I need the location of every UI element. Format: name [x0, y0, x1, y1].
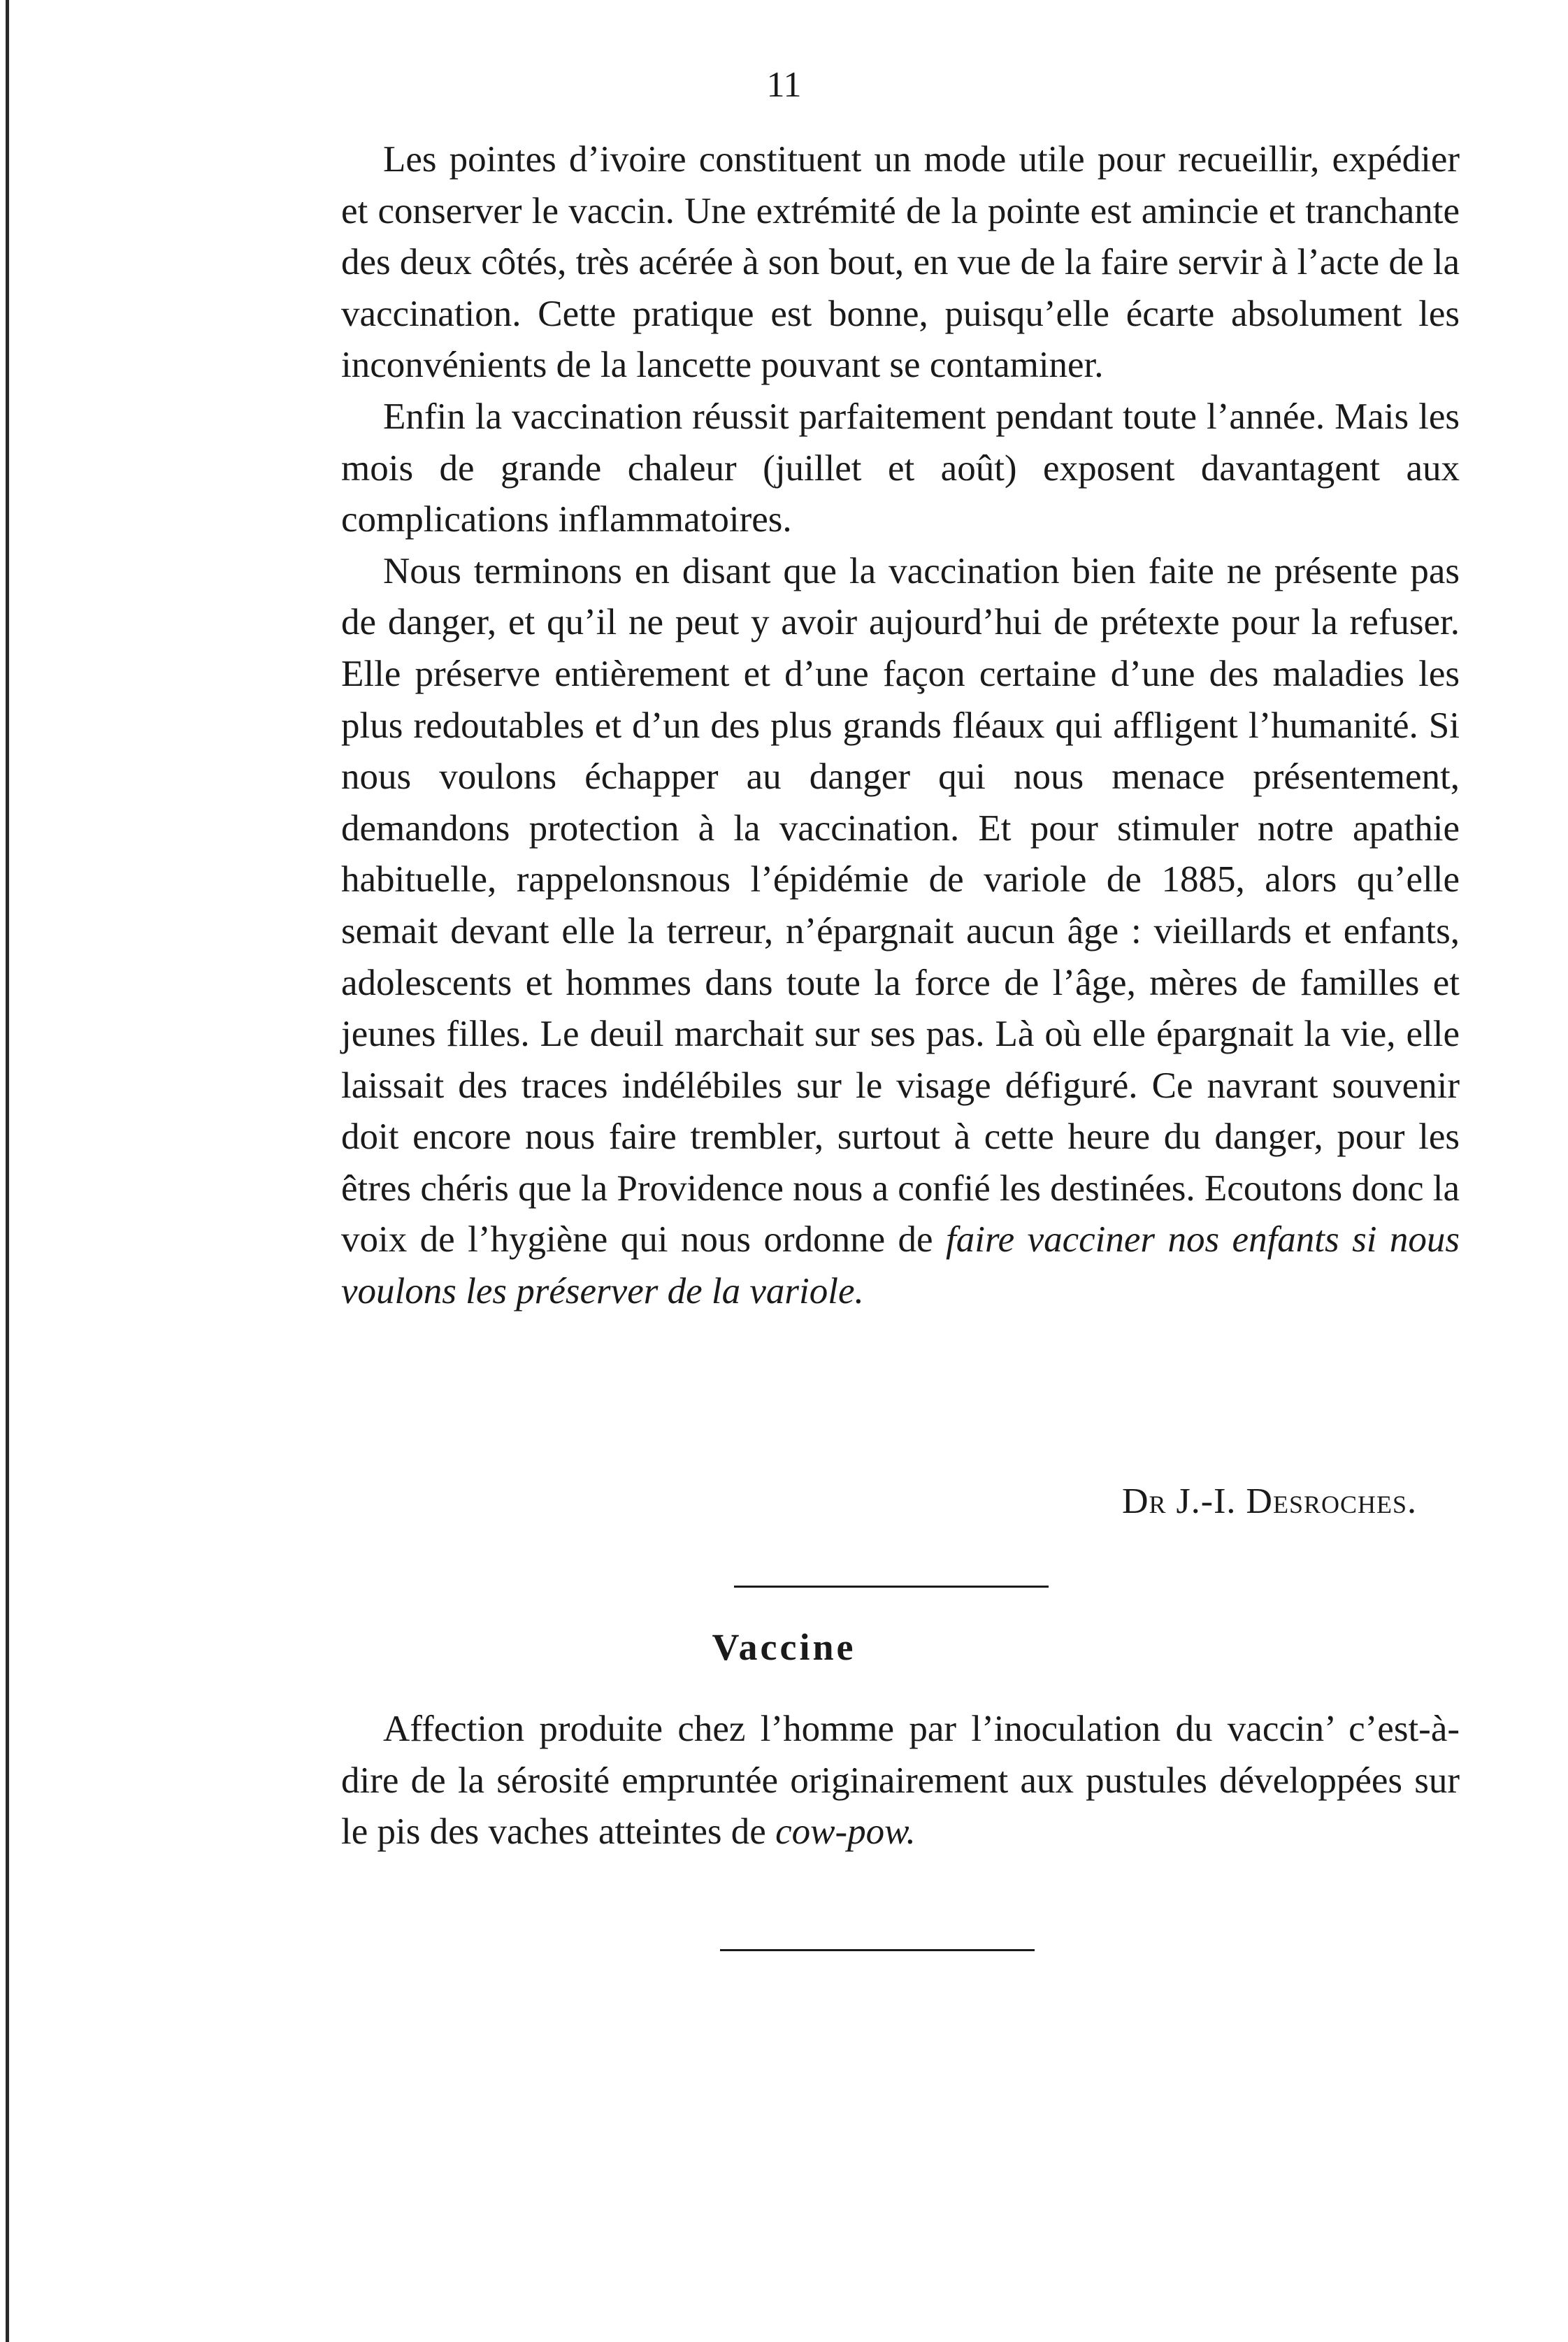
- paragraph-conclusion-text: Nous terminons en disant que la vaccination bien faite ne présente pas de danger, et qu’il ne peut y avoir aujourd’hui de prétexte pour la refuser. Elle préserve entièrement et d’une façon certaine d’une des maladies les plus redoutables et d’un des plus grands fléaux qui affligent l’humanité. Si nous voulons échapper au danger qui nous menace présentement, demandons protection à la vaccination. Et pour stimuler notre apathie habituelle, rappelonsnous l’épidémie de variole de 1885, alors qu’elle semait devant elle la terreur, n’épargnait aucun âge : vieillards et enfants, adolescents et hommes dans toute la force de l’âge, mères de familles et jeunes filles. Le deuil marchait sur ses pas. Là où elle épargnait la vie, elle laissait des traces indélébiles sur le visage défiguré. Ce navrant souvenir doit encore nous faire trembler, surtout à cette heure du danger, pour les êtres chéris que la Providence nous a confié les destinées. Ecoutons donc la voix de l’hygiène qui nous ordonne de: [341, 550, 1460, 1260]
- separator-rule-bottom: [720, 1949, 1035, 1951]
- separator-rule-top: [734, 1586, 1049, 1588]
- paragraph-conclusion: [341, 546, 1460, 1318]
- signature-prefix: Dr: [1121, 1481, 1167, 1521]
- main-text-block: [341, 134, 1460, 1318]
- section-title: Vaccine: [712, 1626, 856, 1668]
- paragraph-ivory-points: Les pointes d’ivoire constituent un mode utile pour recueillir, expédier et conserver le vaccin. Une extrémité de la pointe est amincie et tranchante des deux côtés, très acérée à son bout, en vue de la faire servir à l’acte de la vaccination. Cette pratique est bonne, puisqu’elle écarte absolument les inconvénients de la lancette pouvant se contaminer.: [341, 139, 1460, 386]
- definition-paragraph: [341, 1704, 1460, 1858]
- signature: [1122, 1481, 1417, 1523]
- definition-block: [341, 1704, 1460, 1858]
- signature-name: J.-I. Desroches.: [1176, 1481, 1417, 1521]
- scan-edge-line: [6, 0, 9, 2342]
- paragraph-conclusion-italic: faire vacciner nos enfants si nous voulons les préserver de la variole.: [341, 1219, 1460, 1312]
- page-number: 11: [766, 65, 802, 105]
- definition-text: Affection produite chez l’homme par l’inoculation du vaccin’ c’est-à-dire de la sérosité empruntée originairement aux pustules développées sur le pis des vaches atteintes de: [341, 1709, 1460, 1853]
- paragraph-season: Enfin la vaccination réussit parfaitement pendant toute l’année. Mais les mois de grande chaleur (juillet et août) exposent davantagent aux complications inflammatoires.: [341, 396, 1460, 540]
- definition-italic: cow-pow.: [775, 1811, 916, 1853]
